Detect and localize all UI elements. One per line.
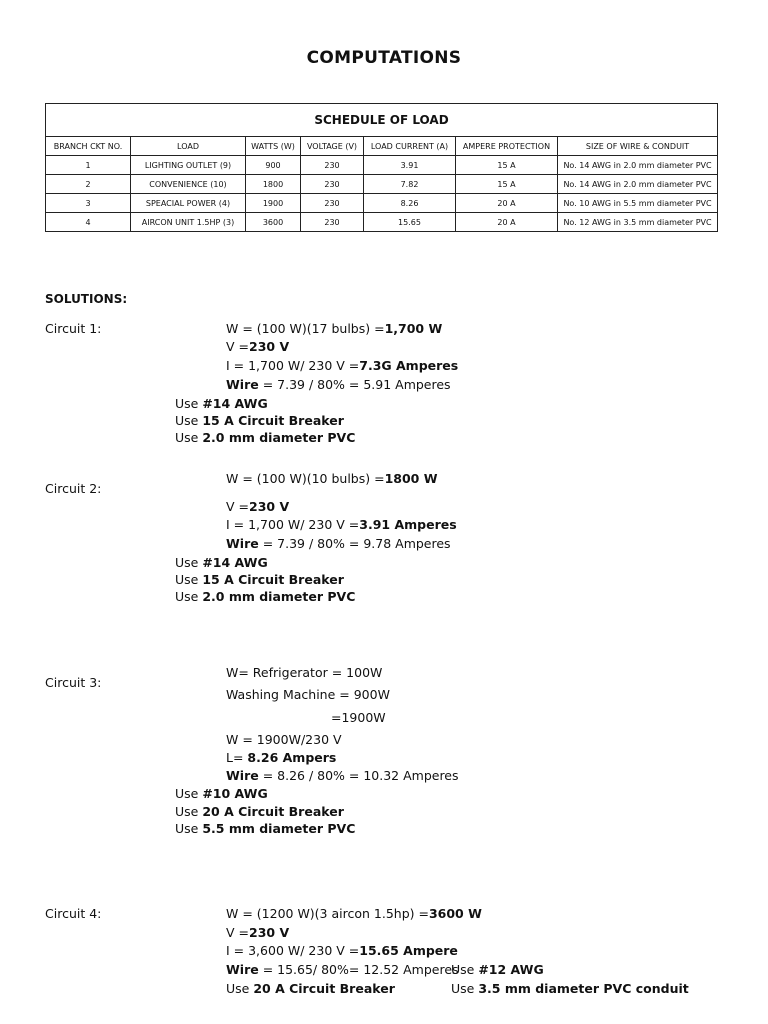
text: = 7.39 / 80% = 9.78 Amperes <box>258 536 451 551</box>
text: Use <box>226 981 254 996</box>
table-cell: 3.91 <box>364 156 456 175</box>
table-cell: 2 <box>46 175 131 194</box>
text: Use <box>175 786 203 801</box>
circuit-4-use-awg <box>451 962 544 977</box>
circuit-3-wire <box>226 768 459 783</box>
table-cell: 230 <box>301 175 364 194</box>
text: 2.0 mm diameter PVC <box>202 589 356 604</box>
text: W = (1200 W)(3 aircon 1.5hp) = <box>226 906 429 921</box>
text: 230 V <box>249 339 290 354</box>
text: V = <box>226 499 249 514</box>
table-cell: 4 <box>46 213 131 232</box>
text: 15 A Circuit Breaker <box>202 413 344 428</box>
circuit-3-use-awg <box>175 786 268 801</box>
table-cell: 15.65 <box>364 213 456 232</box>
table-cell: AIRCON UNIT 1.5HP (3) <box>131 213 246 232</box>
text: Use <box>175 804 203 819</box>
text: W = (100 W)(10 bulbs) = <box>226 471 385 486</box>
text: L= <box>226 750 248 765</box>
text: 230 V <box>249 925 290 940</box>
column-header: AMPERE PROTECTION <box>456 137 558 156</box>
text: 20 A Circuit Breaker <box>253 981 395 996</box>
table-caption: SCHEDULE OF LOAD <box>46 104 718 137</box>
text: Use <box>175 396 203 411</box>
table-cell: 230 <box>301 194 364 213</box>
circuit-2-use-breaker <box>175 572 344 587</box>
text: Use <box>175 413 203 428</box>
table-cell: 1 <box>46 156 131 175</box>
page-title: COMPUTATIONS <box>306 48 462 68</box>
circuit-4-wire <box>226 962 459 977</box>
text: 7.3G Amperes <box>359 358 459 373</box>
text: V = <box>226 339 249 354</box>
text: #14 AWG <box>202 396 268 411</box>
table-cell: No. 14 AWG in 2.0 mm diameter PVC <box>558 175 718 194</box>
circuit-2-label: Circuit 2: <box>45 481 102 496</box>
schedule-of-load-table <box>45 103 718 232</box>
text: 3.91 Amperes <box>359 517 457 532</box>
text: = 8.26 / 80% = 10.32 Amperes <box>258 768 459 783</box>
circuit-1-use-awg <box>175 396 268 411</box>
text: #14 AWG <box>202 555 268 570</box>
text: 3600 W <box>428 906 482 921</box>
column-header: BRANCH CKT NO. <box>46 137 131 156</box>
text: Use <box>175 589 203 604</box>
text: 230 V <box>249 499 290 514</box>
circuit-4-voltage <box>226 925 289 940</box>
text: 15.65 Ampere <box>359 943 458 958</box>
circuit-1-label: Circuit 1: <box>45 321 102 336</box>
circuit-3-washing-machine: Washing Machine = 900W <box>226 687 390 702</box>
text: V = <box>226 925 249 940</box>
table-cell: CONVENIENCE (10) <box>131 175 246 194</box>
text: 8.26 Ampers <box>247 750 337 765</box>
text: I = 1,700 W/ 230 V = <box>226 358 360 373</box>
circuit-1-use-breaker <box>175 413 344 428</box>
table-cell: 3600 <box>246 213 301 232</box>
table-cell: 3 <box>46 194 131 213</box>
text: Use <box>175 821 203 836</box>
text: 3.5 mm diameter PVC conduit <box>478 981 689 996</box>
column-header: LOAD <box>131 137 246 156</box>
column-header: WATTS (W) <box>246 137 301 156</box>
table-cell: No. 14 AWG in 2.0 mm diameter PVC <box>558 156 718 175</box>
table-cell: 230 <box>301 156 364 175</box>
text: Wire <box>226 962 259 977</box>
circuit-2-wire <box>226 536 451 551</box>
table-row <box>46 156 718 175</box>
column-header: VOLTAGE (V) <box>301 137 364 156</box>
table-cell: No. 10 AWG in 5.5 mm diameter PVC <box>558 194 718 213</box>
text: Use <box>175 430 203 445</box>
circuit-3-use-pvc <box>175 821 355 836</box>
circuit-3-watts: W = 1900W/230 V <box>226 732 342 747</box>
circuit-2-current <box>226 517 457 532</box>
circuit-4-use-breaker <box>226 981 395 996</box>
circuit-2-voltage <box>226 499 289 514</box>
text: Use <box>451 981 479 996</box>
text: = 15.65/ 80%= 12.52 Amperes <box>258 962 459 977</box>
table-cell: 1900 <box>246 194 301 213</box>
table-cell: 15 A <box>456 175 558 194</box>
text: Use <box>175 572 203 587</box>
circuit-1-use-pvc <box>175 430 355 445</box>
column-header: SIZE OF WIRE & CONDUIT <box>558 137 718 156</box>
circuit-1-current <box>226 358 458 373</box>
table-cell: LIGHTING OUTLET (9) <box>131 156 246 175</box>
circuit-2-use-awg <box>175 555 268 570</box>
table-cell: SPEACIAL POWER (4) <box>131 194 246 213</box>
solutions-heading: SOLUTIONS: <box>45 292 128 306</box>
circuit-3-current <box>226 750 336 765</box>
table-cell: 20 A <box>456 194 558 213</box>
text: 15 A Circuit Breaker <box>202 572 344 587</box>
circuit-4-use-pvc <box>451 981 689 996</box>
text: Use <box>175 555 203 570</box>
text: #12 AWG <box>478 962 544 977</box>
circuit-1-watts <box>226 321 442 336</box>
table-cell: 900 <box>246 156 301 175</box>
text: Use <box>451 962 479 977</box>
text: 5.5 mm diameter PVC <box>202 821 356 836</box>
table-cell: No. 12 AWG in 3.5 mm diameter PVC <box>558 213 718 232</box>
circuit-3-total: =1900W <box>331 710 386 725</box>
table-cell: 1800 <box>246 175 301 194</box>
circuit-3-refrigerator: W= Refrigerator = 100W <box>226 665 383 680</box>
text: 2.0 mm diameter PVC <box>202 430 356 445</box>
text: 1,700 W <box>384 321 443 336</box>
table-cell: 230 <box>301 213 364 232</box>
text: Wire <box>226 536 259 551</box>
text: I = 1,700 W/ 230 V = <box>226 517 360 532</box>
table-cell: 20 A <box>456 213 558 232</box>
text: Wire <box>226 377 259 392</box>
circuit-4-watts <box>226 906 482 921</box>
circuit-1-voltage <box>226 339 289 354</box>
circuit-2-use-pvc <box>175 589 355 604</box>
table-row <box>46 213 718 232</box>
text: 20 A Circuit Breaker <box>202 804 344 819</box>
table-row <box>46 194 718 213</box>
text: Wire <box>226 768 259 783</box>
table-cell: 15 A <box>456 156 558 175</box>
text: 1800 W <box>384 471 438 486</box>
table-header-row <box>46 137 718 156</box>
circuit-3-label: Circuit 3: <box>45 675 102 690</box>
table-cell: 7.82 <box>364 175 456 194</box>
circuit-4-current <box>226 943 458 958</box>
column-header: LOAD CURRENT (A) <box>364 137 456 156</box>
text: W = (100 W)(17 bulbs) = <box>226 321 385 336</box>
text: = 7.39 / 80% = 5.91 Amperes <box>258 377 451 392</box>
table-row <box>46 175 718 194</box>
text: I = 3,600 W/ 230 V = <box>226 943 360 958</box>
circuit-4-label: Circuit 4: <box>45 906 102 921</box>
circuit-1-wire <box>226 377 451 392</box>
text: #10 AWG <box>202 786 268 801</box>
circuit-3-use-breaker <box>175 804 344 819</box>
circuit-2-watts <box>226 471 438 486</box>
table-cell: 8.26 <box>364 194 456 213</box>
